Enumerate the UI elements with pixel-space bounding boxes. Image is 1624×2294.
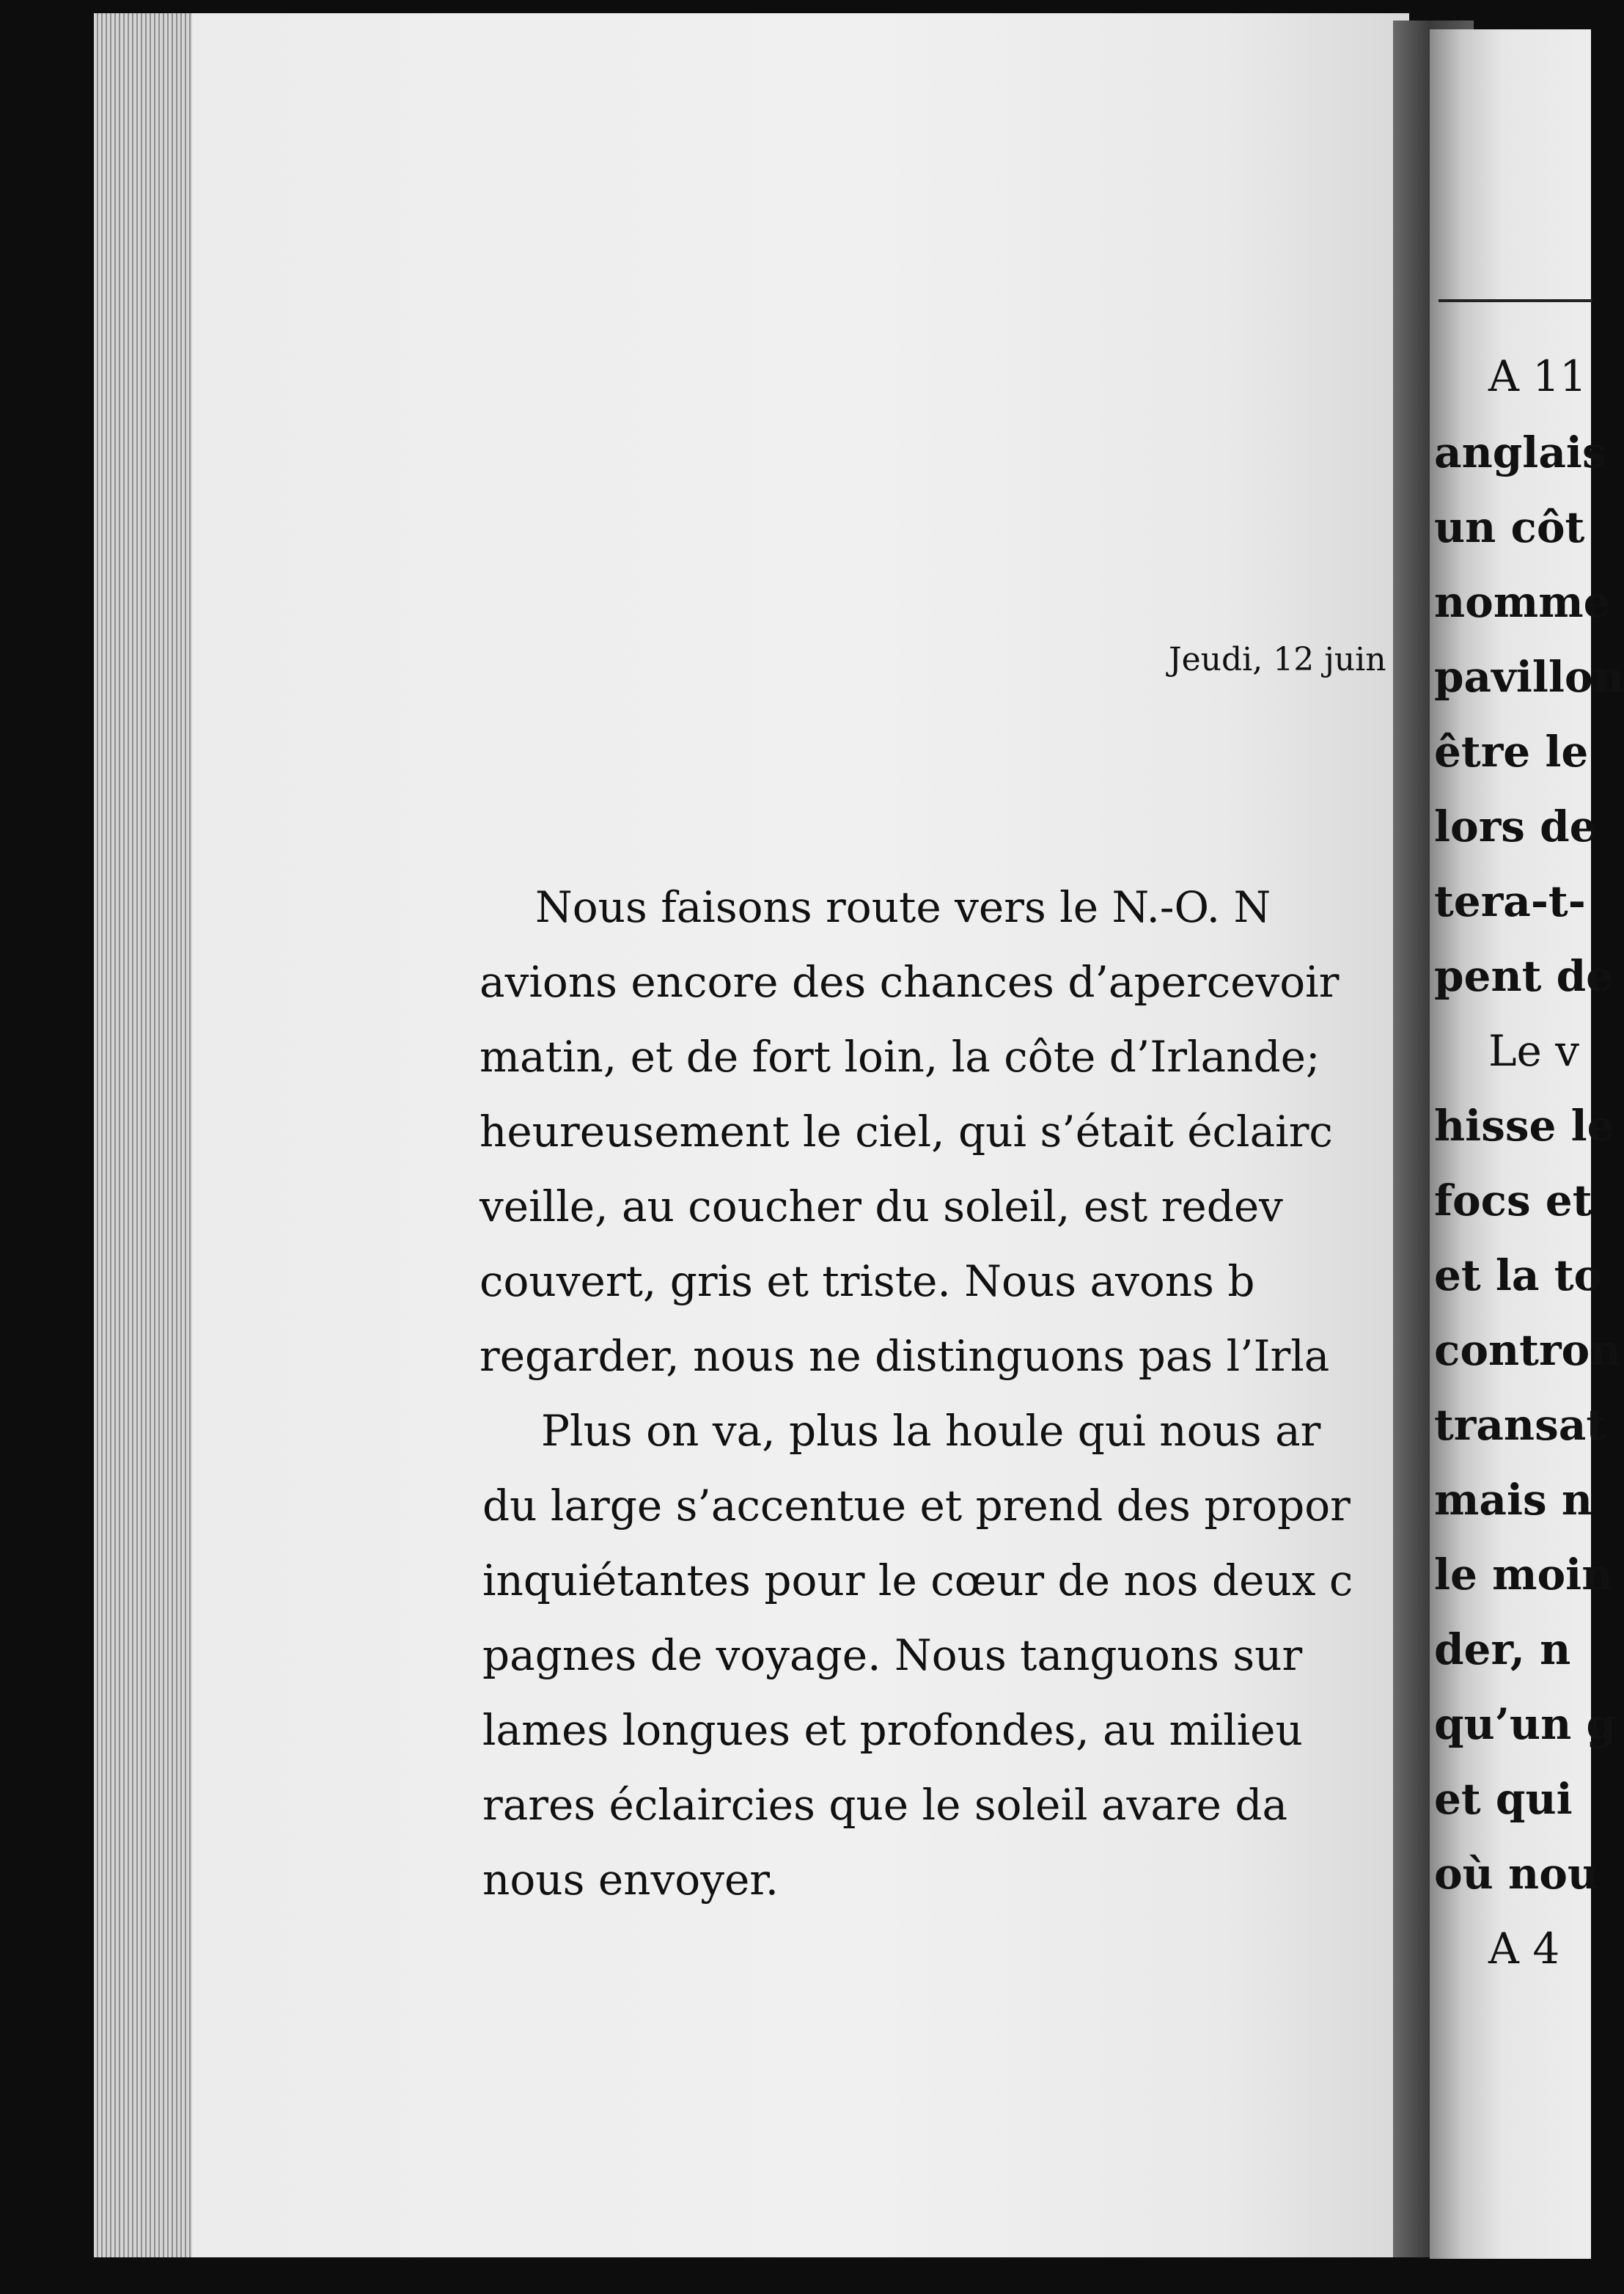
text-line: regarder, nous ne distinguons pas l’Irla [480, 1331, 1330, 1381]
text-line: A 4 [1488, 1924, 1560, 1974]
date-line: Jeudi, 12 juin [1169, 641, 1386, 678]
text-line: inquiétantes pour le cœur de nos deux c [482, 1555, 1353, 1605]
text-line: heureusement le ciel, qui s’était éclairc [480, 1107, 1333, 1157]
text-line: pavillon [1434, 652, 1624, 702]
text-line: lors de [1434, 802, 1597, 851]
text-line: anglais [1434, 428, 1606, 477]
text-line: un côt [1434, 502, 1585, 552]
text-line: et la to [1434, 1250, 1603, 1300]
text-line: couvert, gris et triste. Nous avons b [480, 1256, 1255, 1306]
horizontal-rule [1439, 299, 1592, 302]
text-line: mais n [1434, 1475, 1592, 1525]
text-line: transat [1434, 1400, 1606, 1450]
text-line: où nou [1434, 1849, 1599, 1899]
text-line: Nous faisons route vers le N.-O. N [535, 882, 1271, 932]
text-line: contron [1434, 1325, 1621, 1375]
text-line: être le [1434, 727, 1589, 777]
text-line: tera-t- [1434, 876, 1586, 926]
text-line: Le v [1488, 1026, 1580, 1076]
text-line: le moin [1434, 1550, 1613, 1599]
text-line: du large s’accentue et prend des propor [482, 1481, 1351, 1531]
text-line: Plus on va, plus la houle qui nous ar [541, 1406, 1321, 1456]
text-line: avions encore des chances d’apercevoir [480, 957, 1340, 1007]
text-line: lames longues et profondes, au milieu [482, 1705, 1303, 1755]
text-line: pagnes de voyage. Nous tanguons sur [482, 1630, 1303, 1680]
left-page [192, 13, 1409, 2257]
text-line: pent de [1434, 951, 1614, 1001]
text-line: nous envoyer. [482, 1855, 779, 1905]
text-line: hisse le [1434, 1101, 1614, 1151]
text-line: rares éclaircies que le soleil avare da [482, 1780, 1288, 1830]
text-line: veille, au coucher du soleil, est redev [480, 1181, 1283, 1231]
text-line: A 11 [1488, 351, 1587, 401]
text-line: qu’un g [1434, 1699, 1617, 1749]
right-page [1430, 29, 1624, 2259]
text-line: der, n [1434, 1624, 1571, 1674]
text-line: matin, et de fort loin, la côte d’Irlande; [480, 1032, 1320, 1082]
text-line: focs et [1434, 1176, 1592, 1225]
page-edges [94, 13, 204, 2257]
text-line: nomme [1434, 577, 1611, 627]
text-line: et qui [1434, 1774, 1573, 1824]
